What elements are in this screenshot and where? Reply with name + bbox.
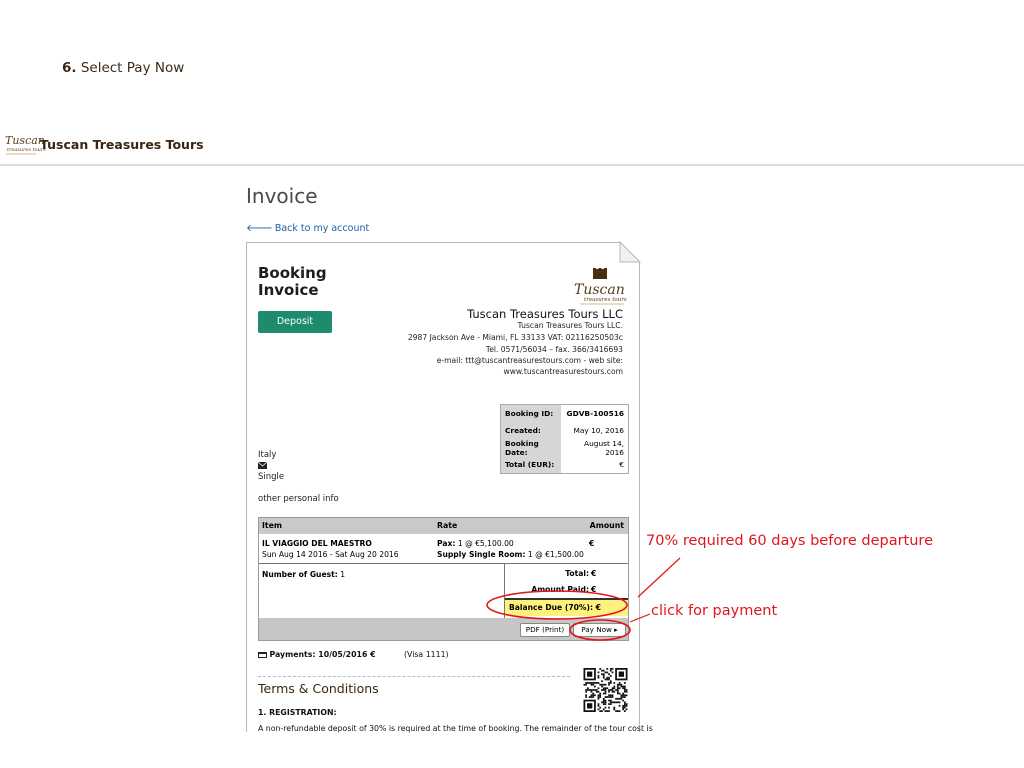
customer-other-info: other personal info xyxy=(258,494,339,504)
rate-supp-label: Supply Single Room: xyxy=(437,550,526,559)
instruction-step xyxy=(62,60,184,76)
item-dates: Sun Aug 14 2016 - Sat Aug 20 2016 xyxy=(262,550,399,559)
meta-row xyxy=(501,457,629,474)
payments-date: : 10/05/2016 € xyxy=(312,650,376,659)
customer-room: Single xyxy=(258,472,285,482)
pay-now-label: Pay Now xyxy=(581,625,612,634)
company-logo-icon xyxy=(572,268,628,306)
registration-text: A non-refundable deposit of 30% is required at the time of booking. The remainder of the tour cost is xyxy=(258,724,653,733)
arrow-left-icon: 🡐 xyxy=(246,223,273,234)
header-item: Item xyxy=(262,521,283,530)
total-value: € xyxy=(591,569,597,578)
company-line: Tuscan Treasures Tours LLC. xyxy=(517,321,623,330)
meta-label: Created: xyxy=(501,422,561,439)
meta-label: Booking ID: xyxy=(501,405,561,422)
svg-text:treasures tours: treasures tours xyxy=(584,297,627,303)
deposit-button[interactable]: Deposit xyxy=(258,311,332,333)
payments-card: (Visa 1111) xyxy=(404,650,449,659)
company-email: e-mail: ttt@tuscantreasurestours.com - web site: xyxy=(436,356,623,365)
header-rate: Rate xyxy=(437,521,458,530)
pay-now-button[interactable] xyxy=(573,623,626,637)
items-header xyxy=(259,518,628,534)
header-amount: Amount xyxy=(589,521,624,530)
rate-supp-value: 1 @ €1,500.00 xyxy=(527,550,584,559)
step-number: 6. xyxy=(62,60,77,76)
caret-right-icon: ▸ xyxy=(614,625,618,634)
pdf-print-button[interactable]: PDF (Print) xyxy=(520,623,570,637)
guests-label: Number of Guest: xyxy=(262,570,338,579)
meta-value: August 14, 2016 xyxy=(584,438,624,457)
envelope-icon xyxy=(258,462,267,469)
guests-value: 1 xyxy=(340,570,346,579)
invoice-title-line1: Booking xyxy=(258,264,327,282)
rate-pax-label: Pax: xyxy=(437,539,456,548)
annotation-click-note: click for payment xyxy=(651,603,778,619)
items-table xyxy=(258,517,629,641)
company-website: www.tuscantreasurestours.com xyxy=(503,367,623,376)
brand-logo-icon[interactable] xyxy=(4,130,46,158)
meta-label: Booking Date: xyxy=(501,439,561,457)
balance-label: Balance Due (70%): xyxy=(509,603,593,612)
credit-card-icon xyxy=(258,652,267,658)
invoice-title xyxy=(258,265,327,299)
svg-text:Tuscan: Tuscan xyxy=(574,282,625,298)
amount-paid-value: € xyxy=(591,585,597,594)
invoice-title-line2: Invoice xyxy=(258,281,319,299)
row-divider xyxy=(259,563,628,564)
meta-value: GDVB-100516 xyxy=(566,408,624,418)
item-cell xyxy=(262,538,399,560)
meta-row xyxy=(501,439,629,457)
payments-label: Payments xyxy=(269,650,313,659)
booking-meta-table xyxy=(500,404,629,474)
step-text: Select Pay Now xyxy=(80,60,185,76)
annotation-pointer-1 xyxy=(638,558,680,597)
amount-paid-label: Amount Paid: xyxy=(531,585,589,594)
company-address: 2987 Jackson Ave - Miami, FL 33133 VAT: 02116250503c xyxy=(407,333,623,342)
meta-value: € xyxy=(619,460,624,470)
company-name: Tuscan Treasures Tours LLC xyxy=(467,307,623,321)
meta-row xyxy=(501,422,629,439)
svg-text:Tuscan: Tuscan xyxy=(5,134,45,147)
guests-cell xyxy=(262,570,345,579)
customer-country: Italy xyxy=(258,450,277,460)
total-label: Total: xyxy=(565,569,589,578)
site-header xyxy=(0,126,1024,166)
terms-title: Terms & Conditions xyxy=(258,681,379,696)
rate-pax-value: 1 @ €5,100.00 xyxy=(457,539,514,548)
meta-label: Total (EUR): xyxy=(501,457,561,474)
registration-heading: 1. REGISTRATION: xyxy=(258,708,337,717)
annotation-required-note: 70% required 60 days before departure xyxy=(646,533,933,549)
item-name: IL VIAGGIO DEL MAESTRO xyxy=(262,539,372,548)
company-phone: Tel. 0571/56034 – fax. 366/3416693 xyxy=(485,345,623,354)
brand-name[interactable]: Tuscan Treasures Tours xyxy=(40,137,204,152)
balance-value: € xyxy=(595,603,601,612)
payments-line xyxy=(258,650,449,659)
item-amount: € xyxy=(589,539,595,548)
meta-row xyxy=(501,405,629,422)
svg-text:treasures tours: treasures tours xyxy=(7,147,46,153)
back-to-account-link[interactable] xyxy=(246,222,369,234)
qr-code-icon xyxy=(582,668,629,712)
meta-value: May 10, 2016 xyxy=(573,425,624,435)
terms-divider xyxy=(258,676,570,677)
page-fold-icon xyxy=(620,242,640,262)
page-title: Invoice xyxy=(246,184,318,208)
balance-due-row xyxy=(505,600,628,616)
back-link-label: Back to my account xyxy=(274,223,370,234)
rate-cell xyxy=(437,538,584,560)
